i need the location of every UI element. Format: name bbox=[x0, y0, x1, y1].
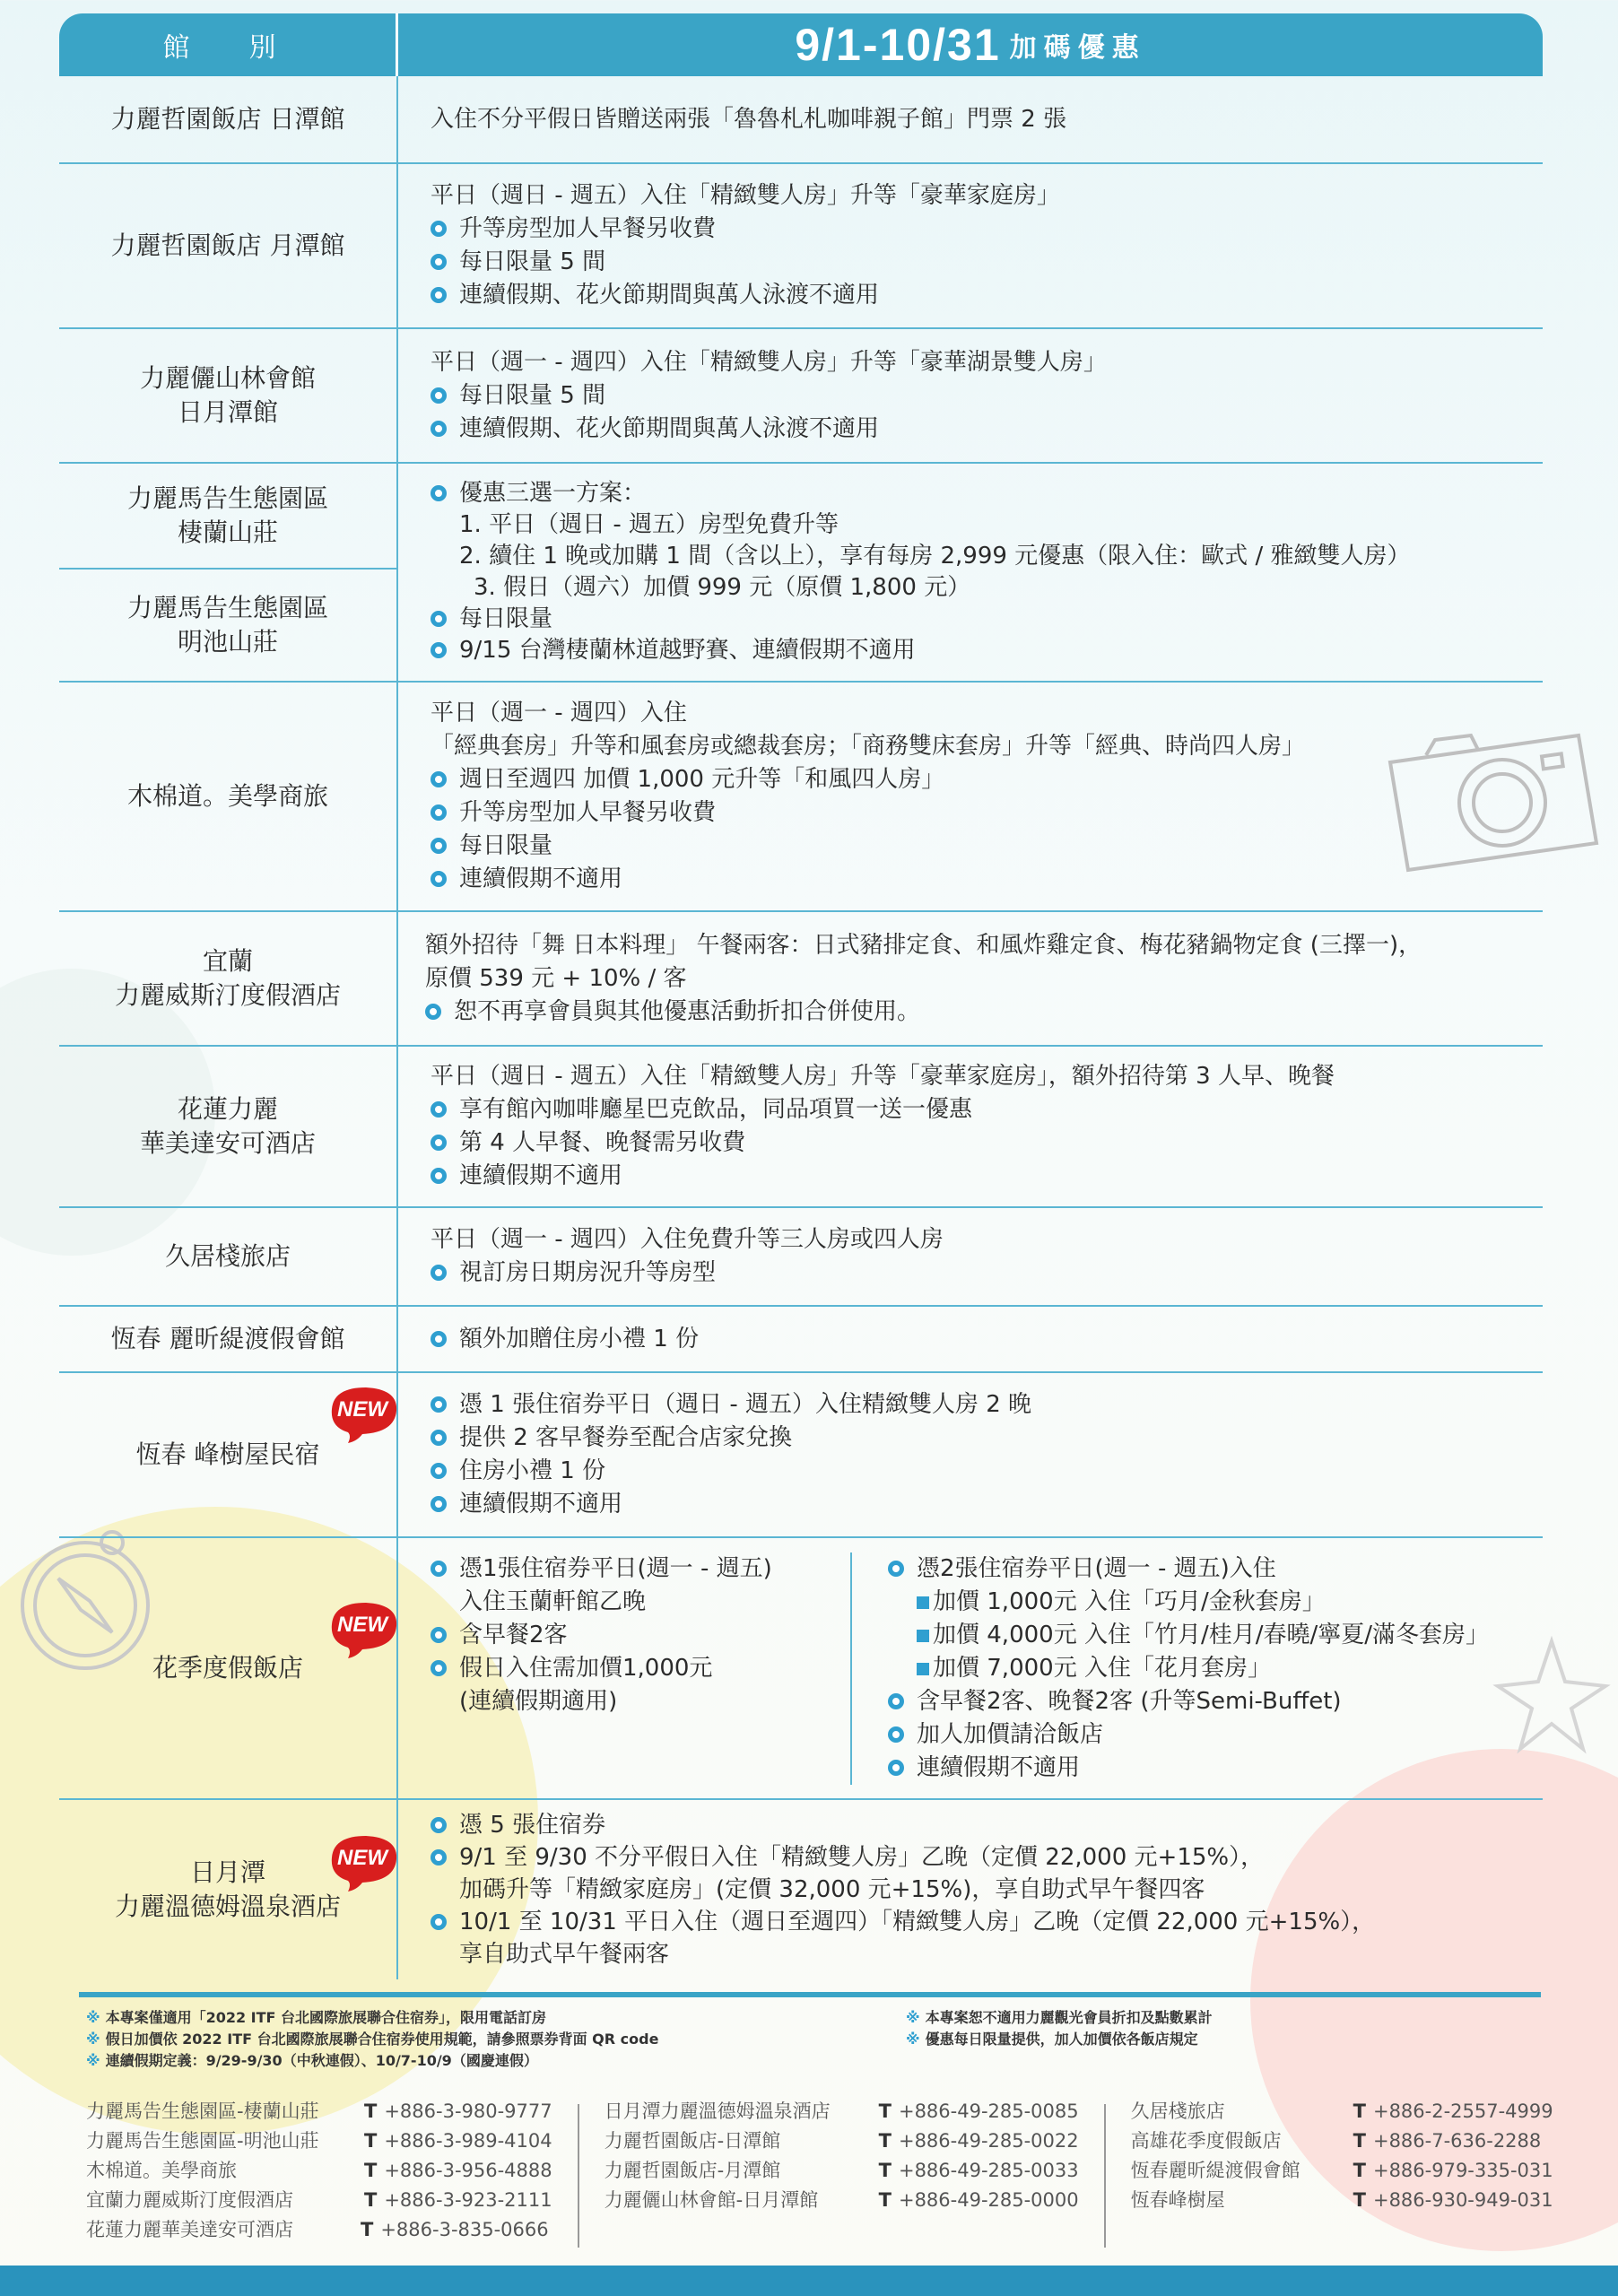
promo-line: 享自助式早午餐兩客 bbox=[459, 1941, 670, 1968]
contact-row: 力麗馬告生態園區-明池山莊 T +886-3-989-4104 bbox=[86, 2130, 552, 2152]
contact-row: 力麗哲園飯店-月潭館 T +886-49-285-0033 bbox=[604, 2160, 1079, 2181]
bullet-icon bbox=[431, 387, 447, 404]
promo-line: 額外招待「舞 日本料理」 午餐兩客：日式豬排定食、和風炸雞定食、梅花豬鍋物定食 (三擇一)， bbox=[425, 931, 1422, 959]
promo-line: 加碼升等「精緻家庭房」(定價 32,000 元+15%)，享自助式早午餐四客 bbox=[459, 1876, 1205, 1903]
bullet-item: 假日入住需加價1,000元 bbox=[431, 1652, 832, 1685]
promo-details bbox=[398, 1373, 1543, 1538]
hotel-name: 恆春 麗昕緹渡假會館 bbox=[59, 1307, 398, 1373]
promo-line: 平日（週日 - 週五）入住「精緻雙人房」升等「豪華家庭房」 bbox=[431, 182, 1060, 209]
bullet-icon bbox=[431, 611, 447, 627]
contact-row: 高雄花季度假飯店 T +886-7-636-2288 bbox=[1130, 2130, 1542, 2152]
contact-list bbox=[86, 2097, 1553, 2248]
header-hotel-label: 館 別 bbox=[59, 13, 398, 76]
hotel-name-text: 力麗哲園飯店 日潭館 bbox=[110, 104, 345, 134]
table-row bbox=[59, 683, 1543, 912]
hotel-name-group: 力麗馬告生態園區 明池山莊 bbox=[126, 593, 328, 657]
table-row bbox=[59, 329, 1543, 464]
bullet-icon bbox=[431, 485, 447, 501]
table-row bbox=[59, 1800, 1543, 1979]
bullet-item: 10/1 至 10/31 平日入住（週日至週四）「精緻雙人房」乙晚（定價 22,000 元+15%）， bbox=[431, 1906, 1543, 1938]
promo-line: 入住玉蘭軒館乙晚 bbox=[459, 1588, 647, 1615]
bullet-icon bbox=[425, 1004, 441, 1020]
bullet-item: 連續假期不適用 bbox=[431, 1488, 1543, 1521]
promo-line: (連續假期適用) bbox=[459, 1688, 618, 1715]
note-item: ※ 假日加價依 2022 ITF 台北國際旅展聯合住宿券使用規範，請參照票券背面 QR code bbox=[86, 2031, 659, 2048]
promo-line: 平日（週一 - 週四）入住「精緻雙人房」升等「豪華湖景雙人房」 bbox=[431, 348, 1107, 376]
bullet-item: 升等房型加人早餐另收費 bbox=[431, 213, 1543, 246]
bullet-item: 9/15 台灣棲蘭林道越野賽、連續假期不適用 bbox=[431, 635, 1543, 666]
bullet-item: 第 4 人早餐、晚餐需另收費 bbox=[431, 1126, 1543, 1160]
table-row bbox=[59, 164, 1543, 329]
promo-details bbox=[398, 1307, 1543, 1373]
bullet-item: 提供 2 客早餐券至配合店家兌換 bbox=[431, 1422, 1543, 1455]
header-promo-label: 加碼優惠 bbox=[1009, 32, 1146, 64]
bullet-item: 連續假期、花火節期間與萬人泳渡不適用 bbox=[431, 279, 1543, 312]
promo-details bbox=[398, 464, 1543, 683]
promo-line: 平日（週一 - 週四）入住 bbox=[431, 700, 687, 726]
hotel-name-text: 木棉道。美學商旅 bbox=[126, 781, 328, 811]
bullet-item: 連續假期不適用 bbox=[888, 1752, 1543, 1785]
bullet-icon bbox=[431, 221, 447, 237]
hotel-name bbox=[59, 683, 398, 912]
promo-line: 加價 4,000元 入住「竹月/桂月/春曉/寧夏/滿冬套房」 bbox=[888, 1619, 1543, 1652]
promo-line: 2. 續住 1 晚或加購 1 間（含以上），享有每房 2,999 元優惠（限入住：歐式 / 雅緻雙人房） bbox=[459, 543, 1411, 570]
contact-column bbox=[1131, 2097, 1553, 2248]
note-item: ※ 優惠每日限量提供，加人加價依各飯店規定 bbox=[906, 2031, 1198, 2048]
header-promo bbox=[398, 19, 1543, 71]
hotel-name-text: 力麗哲園飯店 月潭館 bbox=[110, 230, 345, 260]
table-row bbox=[59, 76, 1543, 164]
bullet-item: 連續假期不適用 bbox=[431, 863, 1543, 896]
bullet-icon bbox=[431, 1817, 447, 1833]
promo-details bbox=[398, 683, 1543, 912]
promo-details bbox=[398, 1208, 1543, 1307]
square-bullet-icon bbox=[917, 1630, 929, 1642]
hotel-name: 花季度假飯店 NEW bbox=[59, 1538, 398, 1800]
new-badge bbox=[321, 1597, 404, 1660]
bullet-item: 每日限量 bbox=[431, 830, 1543, 863]
bullet-icon bbox=[888, 1726, 904, 1743]
hotel-name bbox=[59, 464, 398, 683]
promo-details bbox=[398, 1800, 1543, 1979]
note-item: ※ 連續假期定義：9/29-9/30（中秋連假）、10/7-10/9（國慶連假） bbox=[86, 2052, 538, 2069]
asterisk-icon: ※ bbox=[906, 2009, 920, 2026]
bullet-item: 每日限量 bbox=[431, 604, 1543, 635]
bullet-icon bbox=[431, 1561, 447, 1577]
notes-right bbox=[906, 2007, 1213, 2050]
promo-details bbox=[398, 329, 1543, 464]
promo-column-2 bbox=[852, 1552, 1543, 1785]
bullet-item: 連續假期不適用 bbox=[431, 1160, 1543, 1193]
contact-column bbox=[86, 2097, 552, 2248]
contact-row: 日月潭力麗溫德姆溫泉酒店 T +886-49-285-0085 bbox=[604, 2100, 1079, 2122]
bullet-icon bbox=[431, 1627, 447, 1643]
bullet-item: 9/1 至 9/30 不分平假日入住「精緻雙人房」乙晚（定價 22,000 元+15%）， bbox=[431, 1841, 1543, 1874]
asterisk-icon: ※ bbox=[86, 2031, 100, 2048]
bullet-icon bbox=[431, 838, 447, 854]
bullet-icon bbox=[431, 1135, 447, 1151]
contact-row: 花蓮力麗華美達安可酒店 T +886-3-835-0666 bbox=[86, 2219, 549, 2240]
square-bullet-icon bbox=[917, 1663, 929, 1675]
promo-line: 「經典套房」升等和風套房或總裁套房；「商務雙床套房」升等「經典、時尚四人房」 bbox=[431, 733, 1306, 760]
promo-line: 加價 7,000元 入住「花月套房」 bbox=[888, 1652, 1543, 1685]
bullet-icon bbox=[431, 1849, 447, 1866]
asterisk-icon: ※ bbox=[906, 2031, 920, 2048]
bullet-item: 加人加價請洽飯店 bbox=[888, 1718, 1543, 1752]
bullet-item: 優惠三選一方案： bbox=[431, 478, 1543, 509]
column-divider bbox=[1104, 2104, 1106, 2248]
hotel-name bbox=[59, 164, 398, 329]
hotel-name: 花蓮力麗 華美達安可酒店 bbox=[59, 1047, 398, 1208]
bullet-item: 連續假期、花火節期間與萬人泳渡不適用 bbox=[431, 413, 1543, 446]
bullet-icon bbox=[431, 1463, 447, 1479]
promo-line: 原價 539 元 + 10% / 客 bbox=[425, 964, 687, 992]
header-date-range: 9/1-10/31 bbox=[795, 20, 1001, 70]
new-badge bbox=[321, 1831, 404, 1893]
bullet-item: 含早餐2客、晚餐2客 (升等Semi-Buffet) bbox=[888, 1685, 1543, 1718]
asterisk-icon: ※ bbox=[86, 2052, 100, 2069]
contact-row: 力麗哲園飯店-日潭館 T +886-49-285-0022 bbox=[604, 2130, 1079, 2152]
promo-details bbox=[398, 912, 1543, 1047]
contact-row: 宜蘭力麗威斯汀度假酒店 T +886-3-923-2111 bbox=[86, 2189, 552, 2211]
table-row bbox=[59, 1538, 1543, 1800]
bullet-icon bbox=[431, 1265, 447, 1281]
promo-column-1 bbox=[431, 1552, 852, 1785]
bullet-icon bbox=[431, 642, 447, 658]
bullet-item: 升等房型加人早餐另收費 bbox=[431, 796, 1543, 830]
bullet-item: 視訂房日期房況升等房型 bbox=[431, 1257, 1543, 1290]
hotel-name-line: 日月潭館 bbox=[177, 397, 278, 427]
table-row bbox=[59, 912, 1543, 1047]
promo-line: 加價 1,000元 入住「巧月/金秋套房」 bbox=[888, 1586, 1543, 1619]
promo-details bbox=[398, 1538, 1543, 1800]
square-bullet-icon bbox=[917, 1596, 929, 1609]
new-badge bbox=[321, 1382, 404, 1445]
bullet-icon bbox=[431, 1331, 447, 1347]
contact-row: 木棉道。美學商旅 T +886-3-956-4888 bbox=[86, 2160, 552, 2181]
contact-row: 力麗儷山林會館-日月潭館 T +886-49-285-0000 bbox=[604, 2189, 1079, 2211]
contact-row: 力麗馬告生態園區-棲蘭山莊 T +886-3-980-9777 bbox=[86, 2100, 552, 2122]
hotel-name-line: 力麗儷山林會館 bbox=[139, 363, 316, 393]
bullet-icon bbox=[888, 1693, 904, 1709]
hotel-name: 久居棧旅店 bbox=[59, 1208, 398, 1307]
promo-line: 平日（週日 - 週五）入住「精緻雙人房」升等「豪華家庭房」，額外招待第 3 人早、晚餐 bbox=[431, 1063, 1335, 1090]
contact-column bbox=[605, 2097, 1079, 2248]
hotel-name: 宜蘭 力麗威斯汀度假酒店 bbox=[59, 912, 398, 1047]
bullet-icon bbox=[431, 771, 447, 787]
asterisk-icon: ※ bbox=[86, 2009, 100, 2026]
footer-bar bbox=[0, 2266, 1618, 2296]
bullet-icon bbox=[431, 1430, 447, 1446]
promo-line: 入住不分平假日皆贈送兩張「魯魯札札咖啡親子館」門票 2 張 bbox=[431, 105, 1067, 133]
bullet-item: 含早餐2客 bbox=[431, 1619, 832, 1652]
promo-line: 3. 假日（週六）加價 999 元（原價 1,800 元） bbox=[474, 574, 971, 601]
table-row bbox=[59, 1047, 1543, 1208]
notes-left bbox=[86, 2007, 658, 2072]
bullet-icon bbox=[431, 1496, 447, 1512]
bullet-icon bbox=[431, 421, 447, 437]
promo-line: 平日（週一 - 週四）入住免費升等三人房或四人房 bbox=[431, 1226, 944, 1253]
bullet-icon bbox=[431, 1168, 447, 1184]
bullet-icon bbox=[431, 1660, 447, 1676]
promotion-table bbox=[59, 13, 1543, 1979]
hotel-name: 恆春 峰樹屋民宿 NEW bbox=[59, 1373, 398, 1538]
bullet-item: 住房小禮 1 份 bbox=[431, 1455, 1543, 1488]
bullet-icon bbox=[431, 871, 447, 887]
contact-row: 恆春麗昕緹渡假會館 T +886-979-335-031 bbox=[1130, 2160, 1553, 2181]
bullet-icon bbox=[431, 1101, 447, 1118]
contact-row: 恆春峰樹屋 T +886-930-949-031 bbox=[1130, 2189, 1553, 2211]
bullet-icon bbox=[431, 254, 447, 270]
bullet-item: 憑1張住宿券平日(週一 - 週五) bbox=[431, 1552, 832, 1586]
new-badge-label: NEW bbox=[337, 1846, 387, 1870]
table-row bbox=[59, 1307, 1543, 1373]
column-divider bbox=[578, 2104, 579, 2248]
contact-row: 久居棧旅店 T +886-2-2557-4999 bbox=[1130, 2100, 1553, 2122]
table-header bbox=[59, 13, 1543, 76]
table-row bbox=[59, 1373, 1543, 1538]
bullet-icon bbox=[888, 1561, 904, 1577]
bullet-icon bbox=[431, 804, 447, 821]
promo-details bbox=[398, 76, 1543, 164]
bullet-icon bbox=[431, 287, 447, 303]
promo-details bbox=[398, 164, 1543, 329]
table-row bbox=[59, 464, 1543, 683]
bullet-icon bbox=[888, 1760, 904, 1776]
bullet-icon bbox=[431, 1396, 447, 1413]
promo-details bbox=[398, 1047, 1543, 1208]
bullet-item: 週日至週四 加價 1,000 元升等「和風四人房」 bbox=[431, 763, 1543, 796]
bullet-icon bbox=[431, 1914, 447, 1930]
hotel-name bbox=[59, 76, 398, 164]
hotel-name-group: 力麗馬告生態園區 棲蘭山莊 bbox=[59, 464, 396, 570]
notes-divider bbox=[79, 1992, 1541, 1997]
bullet-item: 每日限量 5 間 bbox=[431, 379, 1543, 413]
bullet-item: 憑2張住宿券平日(週一 - 週五)入住 bbox=[888, 1552, 1543, 1586]
note-item: ※ 本專案恕不適用力麗觀光會員折扣及點數累計 bbox=[906, 2009, 1213, 2026]
bullet-item: 享有館內咖啡廳星巴克飲品，同品項買一送一優惠 bbox=[431, 1093, 1543, 1126]
table-row bbox=[59, 1208, 1543, 1307]
new-badge-label: NEW bbox=[337, 1613, 387, 1637]
bullet-item: 憑 1 張住宿券平日（週日 - 週五）入住精緻雙人房 2 晚 bbox=[431, 1388, 1543, 1422]
note-item: ※ 本專案僅適用「2022 ITF 台北國際旅展聯合住宿券」，限用電話訂房 bbox=[86, 2009, 547, 2026]
promo-two-columns bbox=[431, 1552, 1543, 1785]
new-badge-label: NEW bbox=[337, 1397, 387, 1422]
hotel-name bbox=[59, 329, 398, 464]
bullet-item: 恕不再享會員與其他優惠活動折扣合併使用。 bbox=[425, 996, 1543, 1029]
bullet-item: 每日限量 5 間 bbox=[431, 246, 1543, 279]
promo-line: 1. 平日（週日 - 週五）房型免費升等 bbox=[459, 511, 839, 538]
hotel-name: 日月潭 力麗溫德姆溫泉酒店 NEW bbox=[59, 1800, 398, 1979]
bullet-item: 額外加贈住房小禮 1 份 bbox=[431, 1323, 1543, 1356]
bullet-item: 憑 5 張住宿券 bbox=[431, 1809, 1543, 1841]
